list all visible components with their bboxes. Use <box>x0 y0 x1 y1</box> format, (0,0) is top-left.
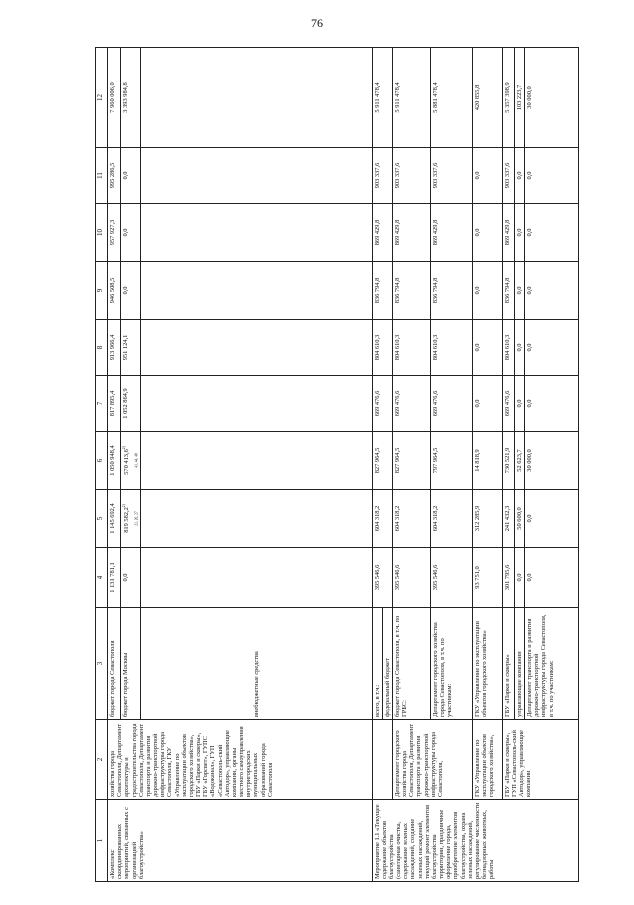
value-cell: 995 286,5 <box>108 148 121 204</box>
funding-source-cell: ГБУ «Парки и скверы» <box>502 608 514 720</box>
total-cell: 5 911 478,4 <box>392 48 430 148</box>
value-cell: 957 927,3 <box>108 204 121 262</box>
footnote-refs: 23, 26, 27 <box>134 511 139 526</box>
value-cell: 301 795,6 <box>502 548 514 608</box>
col-header-10: 10 <box>96 204 108 262</box>
value-cell: 395 546,6 <box>372 548 392 608</box>
value-cell: 0,0 <box>121 548 141 608</box>
value-cell <box>140 204 372 262</box>
value-cell: 93 751,0 <box>472 548 502 608</box>
value-cell: 0,0 <box>525 262 579 320</box>
value-cell: 241 432,3 <box>502 490 514 548</box>
total-cell: 5 881 478,4 <box>430 48 472 148</box>
value-cell: 312 285,9 <box>472 490 502 548</box>
value-cell: 604 318,2 <box>392 490 430 548</box>
value-cell: 0,0 <box>525 548 579 608</box>
value-cell: 14 818,9 <box>472 432 502 490</box>
value-cell: 30 000,0 <box>525 432 579 490</box>
budget-table <box>95 47 579 882</box>
value-cell: 836 794,8 <box>502 262 514 320</box>
value-cell: 0,0 <box>514 148 524 204</box>
value-cell: 730 521,9 <box>502 432 514 490</box>
measure-name-cell: Мероприятие 1.1 «Текущее содержание объектов благоустройства (санитарная очистка, содержание зеленых насаждений, создание зеленых насаждений, текущий ремонт элементов благоустройства территории, праздничное оформление города, приобретение элементов благоустройства, охрана зеленых насаждений, регулирование численности безнадзорных животных, работы <box>372 800 579 882</box>
page-number: 76 <box>311 16 323 30</box>
col-header-9: 9 <box>96 262 108 320</box>
table-row <box>108 48 121 882</box>
value-cell: 797 964,5 <box>430 432 472 490</box>
value-cell <box>140 548 372 608</box>
funding-source-cell: федеральный бюджет <box>382 608 392 720</box>
value-cell: 827 964,5 <box>372 432 392 490</box>
footnote-refs: 43, 44, 48 <box>134 453 139 468</box>
funding-source-cell: бюджет города Севастополя, в т.ч. по ГРБС: <box>392 608 430 720</box>
col-header-2: 2 <box>96 720 108 800</box>
value-cell: 669 476,6 <box>392 376 430 432</box>
value-cell: 869 429,8 <box>430 204 472 262</box>
value-cell: 52 623,7 <box>514 432 524 490</box>
value-cell: 0,0 <box>514 548 524 608</box>
executors-cell <box>372 720 392 800</box>
value-cell: 903 337,6 <box>430 148 472 204</box>
value-cell: 0,0 <box>525 490 579 548</box>
total-cell: 5 911 478,4 <box>372 48 392 148</box>
value-cell: 0,0 <box>121 262 141 320</box>
footnote-mark: 2) <box>122 504 126 508</box>
value-cell <box>140 262 372 320</box>
value-cell <box>140 320 372 376</box>
value-cell: 0,0 <box>121 148 141 204</box>
value-cell: 0,0 <box>514 320 524 376</box>
value-cell <box>140 148 372 204</box>
value-cell: 836 794,8 <box>392 262 430 320</box>
value-cell: 804 610,3 <box>430 320 472 376</box>
column-number-row <box>96 48 108 882</box>
value-cell: 0,0 <box>525 376 579 432</box>
value-cell: 0,0 <box>472 376 502 432</box>
total-cell: 420 855,8 <box>472 48 502 148</box>
funding-source-cell: бюджет города Москвы <box>121 608 141 720</box>
value-cell: 1 050 948,4 <box>108 432 121 490</box>
funding-source-cell: внебюджетные средства <box>140 608 372 720</box>
value-cell: 0,0 <box>472 320 502 376</box>
value-cell: 836 794,8 <box>372 262 392 320</box>
table-row <box>372 48 382 882</box>
funding-source-cell: управляющие компании <box>514 608 524 720</box>
value-cell: 395 546,6 <box>392 548 430 608</box>
value-cell: 804 610,3 <box>392 320 430 376</box>
value-cell: 0,0 <box>525 320 579 376</box>
executors-cell: хозяйства города Севастополя, Департамент архитектуры и градостроительства города Севастополя, Департамент транспорта и развития дорожно-транспортной инфраструктуры города Севастополя, ГКУ «Управление по эксплуатации объектов городского хозяйства», ГБУ «Парки и скверы», ГБУ «Горсвет», ГУПС «Водоканал», ГУП «Севастополь-ский Автодор», управляющие компании, органы местного самоуправления внутригородских муниципальных образований города Севастополя <box>108 720 373 800</box>
value-cell: 669 476,6 <box>502 376 514 432</box>
col-header-7: 7 <box>96 376 108 432</box>
value-cell-footnoted <box>121 490 141 548</box>
total-cell: 103 223,7 <box>514 48 524 148</box>
value-cell: 0,0 <box>525 204 579 262</box>
table-row <box>392 48 430 882</box>
funding-source-cell: Департамент городского хозяйства города Севастополя, в т.ч. по участникам: <box>430 608 472 720</box>
landscape-table-container <box>95 48 592 882</box>
total-cell: 30 000,0 <box>525 48 579 148</box>
value-cell: 869 429,8 <box>502 204 514 262</box>
value-cell: 903 337,6 <box>372 148 392 204</box>
value-cell: 1 145 692,4 <box>108 490 121 548</box>
value-cell: 0,0 <box>525 148 579 204</box>
value-cell: 0,0 <box>121 204 141 262</box>
funding-source-cell: Департамент транспорта и развития дорожно-транспортной инфраструктуры города Севастополя, в т.ч. по участникам: <box>525 608 579 720</box>
value-cell: 903 337,6 <box>392 148 430 204</box>
value-cell: 869 429,8 <box>392 204 430 262</box>
value-cell <box>140 490 372 548</box>
value-cell: 0,0 <box>514 262 524 320</box>
rotated-table-area <box>95 48 592 882</box>
col-header-8: 8 <box>96 320 108 376</box>
value-cell: 836 794,8 <box>430 262 472 320</box>
total-cell: 3 393 984,8 <box>121 48 141 148</box>
table-row <box>502 48 514 882</box>
col-header-1: 1 <box>96 800 108 882</box>
value-cell: 395 546,6 <box>430 548 472 608</box>
value-cell: 669 476,6 <box>372 376 392 432</box>
value-cell: 817 895,4 <box>108 376 121 432</box>
funding-source-cell: всего, в т.ч.: <box>372 608 382 720</box>
col-header-3: 3 <box>96 608 108 720</box>
value-cell: 0,0 <box>472 262 502 320</box>
executors-cell: ГКУ «Управление по эксплуатации объектов городского хозяйства», <box>472 720 502 800</box>
value-cell: 0,0 <box>472 148 502 204</box>
value-cell: 0,0 <box>472 204 502 262</box>
value-cell: 0,0 <box>514 376 524 432</box>
value-cell: 804 610,3 <box>502 320 514 376</box>
funding-source-cell: бюджет города Севастополя <box>108 608 121 720</box>
value-cell: 827 964,5 <box>392 432 430 490</box>
footnote-mark: 2) <box>122 446 126 450</box>
value-cell: 903 337,6 <box>502 148 514 204</box>
value-cell: 604 318,2 <box>430 490 472 548</box>
value-cell <box>140 432 372 490</box>
value-cell: 604 318,2 <box>372 490 392 548</box>
value-cell <box>140 376 372 432</box>
col-header-11: 11 <box>96 148 108 204</box>
total-cell: 5 357 398,9 <box>502 48 514 148</box>
value-cell: 1 131 781,1 <box>108 548 121 608</box>
funding-source-cell: ГКУ «Управление по эксплуатации объектов городского хозяйства» <box>472 608 502 720</box>
value-cell: 951 124,1 <box>121 320 141 376</box>
value-cell: 913 966,4 <box>108 320 121 376</box>
value-cell: 804 610,3 <box>372 320 392 376</box>
col-header-12: 12 <box>96 48 108 148</box>
value-cell: 0,0 <box>514 204 524 262</box>
value-cell: 946 508,5 <box>108 262 121 320</box>
total-cell: 7 960 006,0 <box>108 48 121 148</box>
value-text: 570 413,6 <box>123 449 131 475</box>
executors-cell: Департамент городского хозяйства города Севастополя, Департамент транспорта и развития дорожно-транспортной инфраструктуры города Севастополя, <box>392 720 472 800</box>
value-cell: 1 052 864,9 <box>121 376 141 432</box>
value-cell: 50 600,0 <box>514 490 524 548</box>
col-header-4: 4 <box>96 548 108 608</box>
measure-name-cell: «Комплекс скоординированных мероприятий, связанных с организацией благоустройства» <box>108 800 373 882</box>
value-cell-footnoted <box>121 432 141 490</box>
executors-cell: ГБУ «Парки и скверы», ГУП «Севастополь-ский Автодор», управляющие компании <box>502 720 578 800</box>
value-cell: 669 476,6 <box>430 376 472 432</box>
table-row <box>472 48 502 882</box>
value-cell: 869 429,8 <box>372 204 392 262</box>
total-cell <box>140 48 372 148</box>
value-text: 819 582,2 <box>123 507 131 533</box>
col-header-6: 6 <box>96 432 108 490</box>
col-header-5: 5 <box>96 490 108 548</box>
